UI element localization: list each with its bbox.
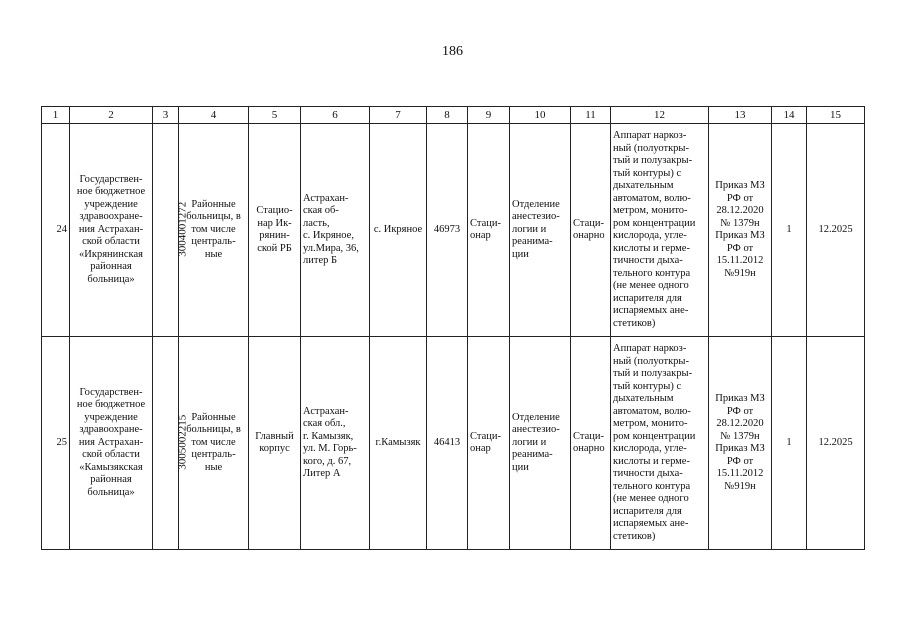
table-row [42,337,865,550]
col-header: 15 [807,107,865,124]
col-header: 4 [179,107,249,124]
quantity: 1 [772,124,807,337]
row-number: 25 [42,337,70,550]
organization-code-cell [153,124,189,337]
oktmo-code: 46973 [427,124,468,337]
col-header: 6 [301,107,370,124]
care-condition: Стаци- онарно [571,124,611,337]
deadline: 12.2025 [807,337,865,550]
locality: г.Камызяк [370,337,427,550]
organization-name: Государствен- ное бюджетное учреждение здравоохране- ния Астрахан- ской области «Икрянинская районная больница» [70,124,153,337]
quantity: 1 [772,337,807,550]
col-header: 8 [427,107,468,124]
address: Астрахан- ская об- ласть, с. Икряное, ул.Мира, 36, литер Б [301,124,370,337]
col-header: 7 [370,107,427,124]
structural-unit: Главный корпус [249,337,301,550]
order-reference: Приказ МЗ РФ от 28.12.2020 № 1379н Приказ МЗ РФ от 15.11.2012 №919н [709,124,772,337]
col-header: 5 [249,107,301,124]
care-condition: Стаци- онарно [571,337,611,550]
equipment: Аппарат наркоз- ный (полуоткры- тый и полузакры- тый контуры) с дыхательным автоматом, волю- метром, монито- ром концентрации кислорода, угле- кислоты и герме- тичности дыха- тельного контура (не менее одного испарителя для испаряемых ане- стетиков) [611,337,709,550]
department: Отделение анестезио- логии и реанима- ции [510,124,571,337]
col-header: 12 [611,107,709,124]
care-form: Стаци- онар [468,337,510,550]
organization-code-cell [153,337,189,550]
col-header: 13 [709,107,772,124]
col-header: 1 [42,107,70,124]
col-header: 11 [571,107,611,124]
col-header: 2 [70,107,153,124]
col-header: 3 [153,107,179,124]
order-reference: Приказ МЗ РФ от 28.12.2020 № 1379н Приказ МЗ РФ от 15.11.2012 №919н [709,337,772,550]
locality: с. Икряное [370,124,427,337]
deadline: 12.2025 [807,124,865,337]
facility-type: Районные больницы, в том числе централь- ные [179,124,249,337]
header-row [42,107,865,124]
organization-code: 3004001272 [176,202,189,257]
organization-code: 3005002215 [176,415,189,470]
facility-type: Районные больницы, в том числе централь- ные [179,337,249,550]
organization-name: Государствен- ное бюджетное учреждение здравоохране- ния Астрахан- ской области «Камызякская районная больница» [70,337,153,550]
table-row [42,124,865,337]
col-header: 9 [468,107,510,124]
oktmo-code: 46413 [427,337,468,550]
col-header: 10 [510,107,571,124]
col-header: 14 [772,107,807,124]
structural-unit: Стацио- нар Ик- рянин- ской РБ [249,124,301,337]
address: Астрахан- ская обл., г. Камызяк, ул. М. Горь- кого, д. 67, Литер А [301,337,370,550]
equipment: Аппарат наркоз- ный (полуоткры- тый и полузакры- тый контуры) с дыхательным автоматом, волю- метром, монито- ром концентрации кислорода, угле- кислоты и герме- тичности дыха- тельного контура (не менее одного испарителя для испаряемых ане- стетиков) [611,124,709,337]
registry-table [41,106,865,550]
care-form: Стаци- онар [468,124,510,337]
page-number: 186 [442,44,463,59]
department: Отделение анестезио- логии и реанима- ции [510,337,571,550]
row-number: 24 [42,124,70,337]
